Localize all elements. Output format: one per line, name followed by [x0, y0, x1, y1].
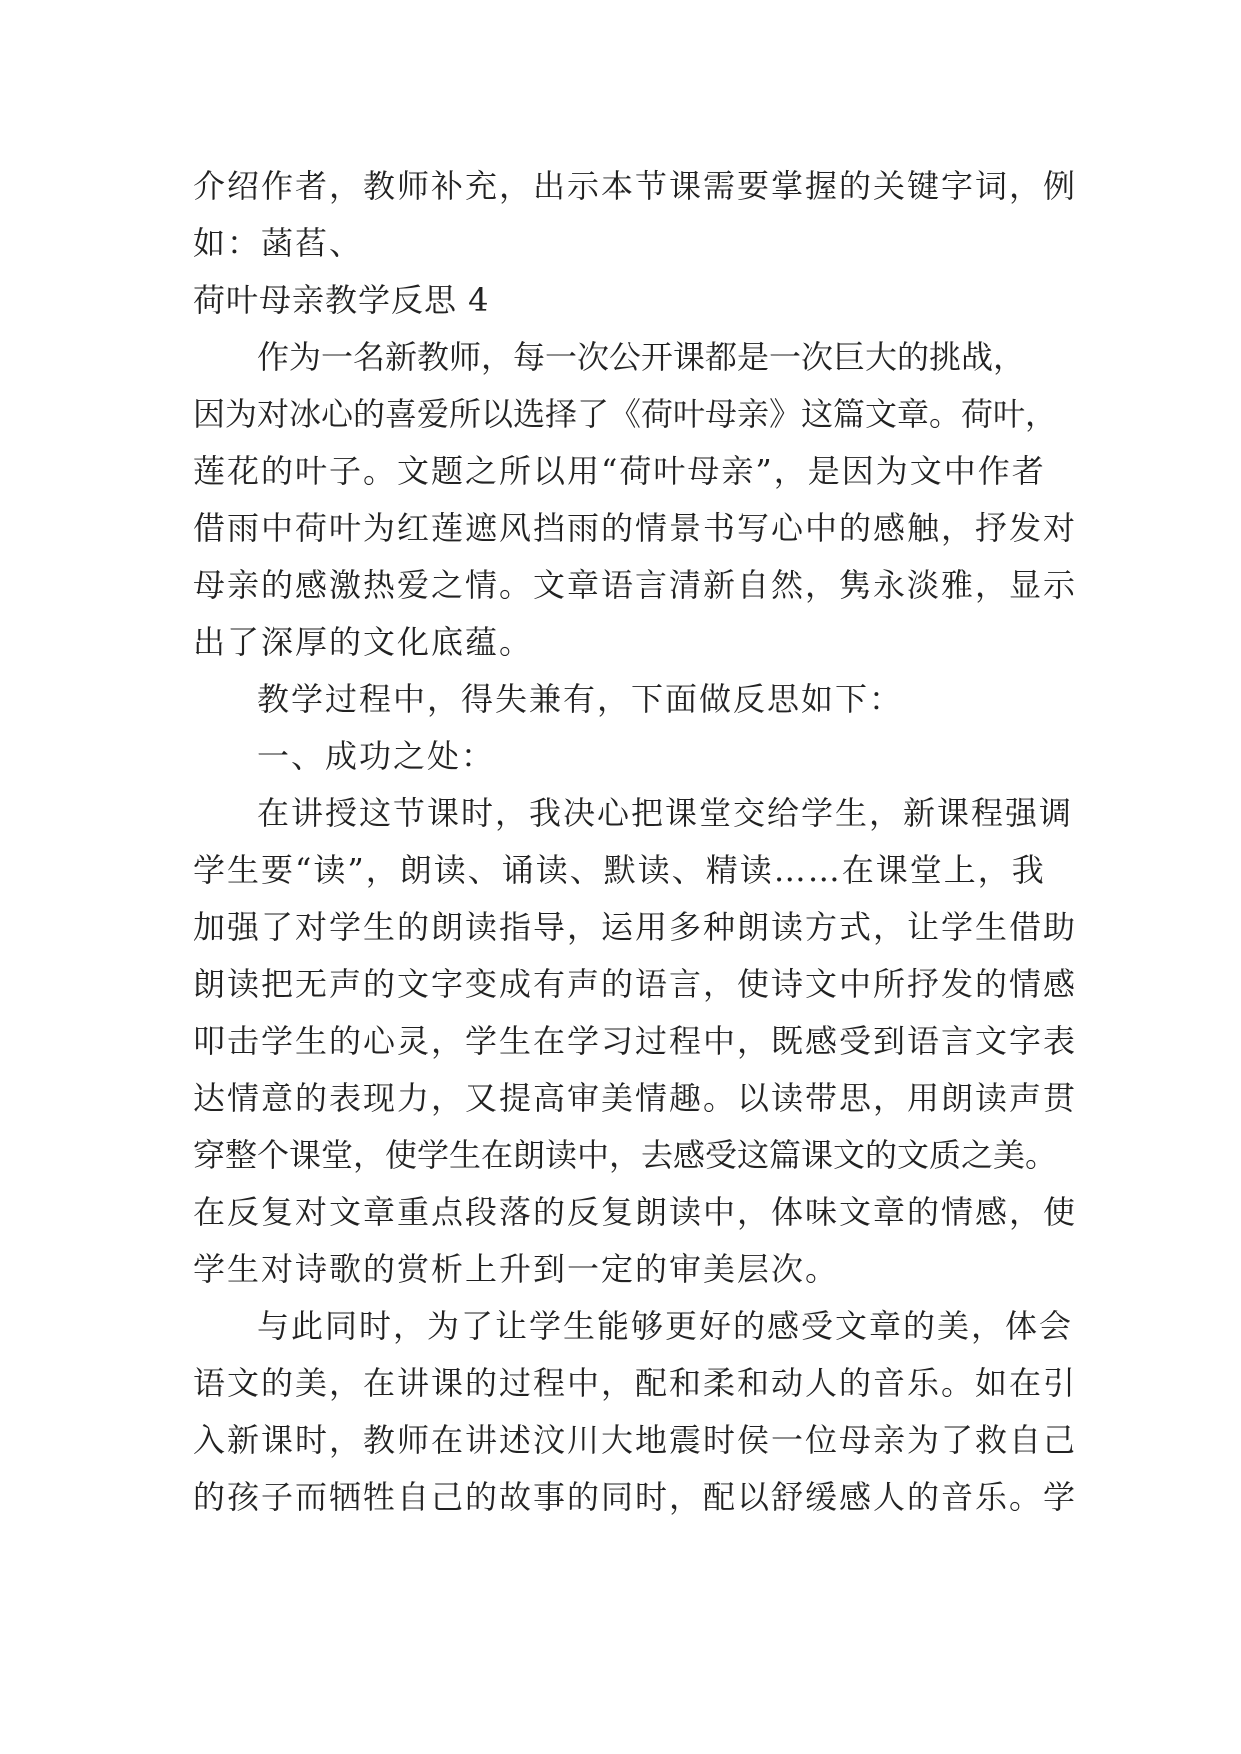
text-line: 学生对诗歌的赏析上升到一定的审美层次。 — [193, 1250, 840, 1288]
text-line: 穿整个课堂，使学生在朗读中，去感受这篇课文的文质之美。 — [193, 1136, 1058, 1174]
document-body — [193, 158, 1078, 1526]
section-heading: 荷叶母亲教学反思 4 — [193, 281, 490, 319]
text-line: 朗读把无声的文字变成有声的语言，使诗文中所抒发的情感 — [193, 965, 1078, 1003]
text-line: 出了深厚的文化底蕴。 — [193, 623, 534, 661]
text-line: 介绍作者，教师补充，出示本节课需要掌握的关键字词，例 — [193, 167, 1078, 205]
text-line: 在反复对文章重点段落的反复朗读中，体味文章的情感，使 — [193, 1193, 1078, 1231]
text-line: 在讲授这节课时，我决心把课堂交给学生，新课程强调 — [257, 794, 1074, 832]
text-line: 作为一名新教师，每一次公开课都是一次巨大的挑战， — [257, 338, 1026, 376]
text-line: 达情意的表现力，又提高审美情趣。以读带思，用朗读声贯 — [193, 1079, 1078, 1117]
subsection-heading: 一、成功之处： — [257, 737, 496, 775]
text-line: 的孩子而牺牲自己的故事的同时，配以舒缓感人的音乐。学 — [193, 1478, 1078, 1516]
text-line: 莲花的叶子。文题之所以用“荷叶母亲”，是因为文中作者 — [193, 452, 1046, 490]
text-line: 借雨中荷叶为红莲遮风挡雨的情景书写心中的感触，抒发对 — [193, 509, 1078, 547]
text-line: 与此同时，为了让学生能够更好的感受文章的美，体会 — [257, 1307, 1074, 1345]
text-line: 加强了对学生的朗读指导，运用多种朗读方式，让学生借助 — [193, 908, 1078, 946]
text-line: 语文的美，在讲课的过程中，配和柔和动人的音乐。如在引 — [193, 1364, 1078, 1402]
text-line: 因为对冰心的喜爱所以选择了《荷叶母亲》这篇文章。荷叶， — [193, 395, 1058, 433]
text-line: 母亲的感激热爱之情。文章语言清新自然，隽永淡雅，显示 — [193, 566, 1078, 604]
text-line: 如：菡萏、 — [193, 224, 364, 262]
text-line: 叩击学生的心灵，学生在学习过程中，既感受到语言文字表 — [193, 1022, 1078, 1060]
text-line: 入新课时，教师在讲述汶川大地震时侯一位母亲为了救自己 — [193, 1421, 1078, 1459]
text-line: 教学过程中，得失兼有，下面做反思如下： — [257, 680, 904, 718]
text-line: 学生要“读”，朗读、诵读、默读、精读……在课堂上，我 — [193, 851, 1046, 889]
